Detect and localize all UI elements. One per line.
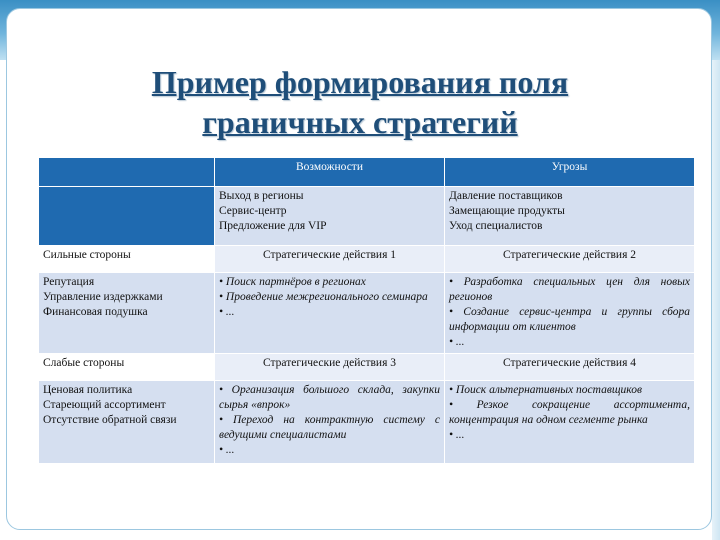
strategy-3-list bbox=[215, 381, 445, 464]
strategy-2-item: • ... bbox=[449, 336, 465, 348]
threat-item: Уход специалистов bbox=[449, 220, 543, 232]
threats-list bbox=[445, 187, 695, 246]
strengths-body-row bbox=[39, 273, 695, 354]
header-opportunities: Возможности bbox=[215, 158, 445, 187]
strategy-3-item: • Переход на контрактную систему с ведущими специалистами bbox=[219, 414, 440, 441]
opportunities-list bbox=[215, 187, 445, 246]
strategy-1-item: • Поиск партнёров в регионах bbox=[219, 276, 366, 288]
title-line-2: граничных стратегий bbox=[202, 104, 518, 140]
strategy-1-item: • ... bbox=[219, 306, 235, 318]
strengths-label: Сильные стороны bbox=[39, 246, 215, 273]
weakness-item: Отсутствие обратной связи bbox=[43, 414, 177, 426]
slide-title bbox=[60, 62, 660, 142]
header-corner bbox=[39, 158, 215, 187]
title-line-1: Пример формирования поля bbox=[151, 64, 569, 100]
strategy-1-title: Стратегические действия 1 bbox=[215, 246, 445, 273]
blue-left-block bbox=[39, 187, 215, 246]
header-row bbox=[39, 158, 695, 187]
strength-item: Репутация bbox=[43, 276, 95, 288]
factors-row bbox=[39, 187, 695, 246]
weaknesses-body-row bbox=[39, 381, 695, 464]
strategy-3-item: • Организация большого склада, закупки сырья «впрок» bbox=[219, 384, 440, 411]
strategy-4-title: Стратегические действия 4 bbox=[445, 354, 695, 381]
threat-item: Давление поставщиков bbox=[449, 190, 563, 202]
strengths-label-row bbox=[39, 246, 695, 273]
opportunity-item: Сервис-центр bbox=[219, 205, 287, 217]
right-shade bbox=[712, 60, 720, 540]
threat-item: Замещающие продукты bbox=[449, 205, 565, 217]
strategy-4-item: • Резкое сокращение ассортимента, концентрация на одном сегменте рынка bbox=[449, 399, 690, 426]
strategy-2-title: Стратегические действия 2 bbox=[445, 246, 695, 273]
strength-item: Управление издержками bbox=[43, 291, 163, 303]
weaknesses-label-row bbox=[39, 354, 695, 381]
opportunity-item: Предложение для VIP bbox=[219, 220, 327, 232]
strategy-3-title: Стратегические действия 3 bbox=[215, 354, 445, 381]
strategy-2-list bbox=[445, 273, 695, 354]
header-threats: Угрозы bbox=[445, 158, 695, 187]
strategy-4-list bbox=[445, 381, 695, 464]
weaknesses-list bbox=[39, 381, 215, 464]
strategy-4-item: • Поиск альтернативных поставщиков bbox=[449, 384, 642, 396]
strength-item: Финансовая подушка bbox=[43, 306, 148, 318]
strategy-3-item: • ... bbox=[219, 444, 235, 456]
strategy-1-list bbox=[215, 273, 445, 354]
weakness-item: Стареющий ассортимент bbox=[43, 399, 166, 411]
weakness-item: Ценовая политика bbox=[43, 384, 133, 396]
strategy-table bbox=[38, 157, 695, 464]
strategy-4-item: • ... bbox=[449, 429, 465, 441]
strategy-1-item: • Проведение межрегионального семинара bbox=[219, 291, 428, 303]
opportunity-item: Выход в регионы bbox=[219, 190, 304, 202]
strategy-2-item: • Создание сервис-центра и группы сбора информации от клиентов bbox=[449, 306, 690, 333]
strategy-2-item: • Разработка специальных цен для новых регионов bbox=[449, 276, 690, 303]
weaknesses-label: Слабые стороны bbox=[39, 354, 215, 381]
strengths-list bbox=[39, 273, 215, 354]
